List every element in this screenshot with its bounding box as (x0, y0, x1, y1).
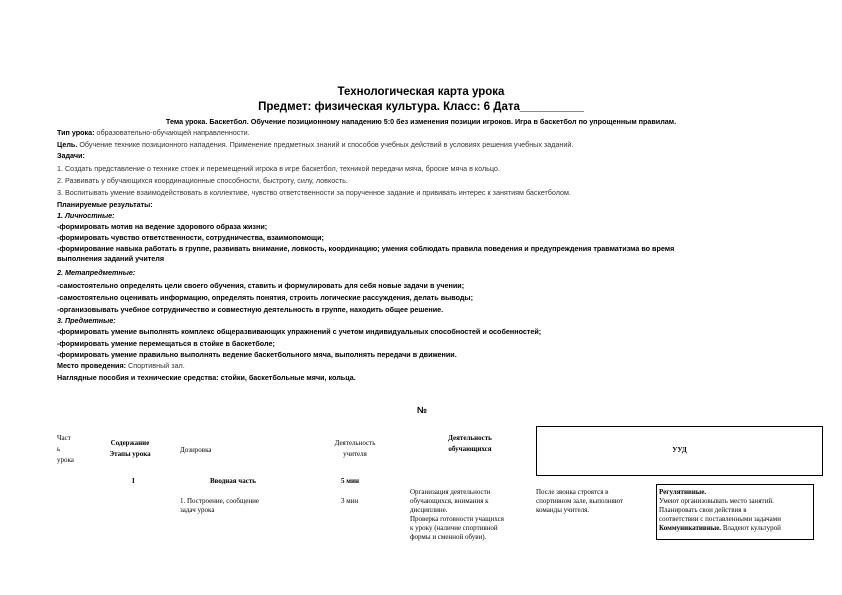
col-stages-line: Содержание (110, 439, 150, 447)
aids-line: Наглядные пособия и технические средства: стойки, баскетбольные мячи, кольца. (57, 373, 356, 382)
row1-students-line: После звонка строятся в (536, 488, 609, 496)
row1-stage-line: 1. Построение, сообщение (180, 497, 260, 505)
row1-students (536, 488, 623, 515)
col-students-line: Деятельность (448, 434, 492, 442)
uud-header-cell (536, 426, 823, 476)
personal-label: 1. Личностные: (57, 211, 115, 220)
section-name: Вводная часть (210, 477, 257, 485)
meta-item: -самостоятельно определять цели своего обучения, ставить и формулировать для себя новые задачи в учении; (57, 281, 465, 290)
task-item: 1. Создать представление о технике стоек и перемещений игрока в игре баскетбол, техникой передачи мяча, броске мяча в кольцо. (57, 164, 500, 173)
col-teacher-header (325, 439, 385, 459)
place-value: Спортивный зал. (126, 361, 185, 370)
subject-item: -формировать умение перемещаться в стойке в баскетболе; (57, 339, 275, 348)
section-time: 5 мин (341, 477, 360, 485)
col-dosage-header: Дозировка (180, 446, 212, 454)
personal-item: -формировать чувство ответственности, сотрудничества, взаимопомощи; (57, 233, 324, 242)
personal-item: выполнения заданий учителя (57, 254, 165, 263)
col-teacher-line: Деятельность (334, 439, 376, 447)
row1-students-line: команды учителя. (536, 506, 590, 514)
place (57, 361, 185, 370)
row1-stage (180, 497, 259, 515)
row1-stage-line: задач урока (180, 506, 215, 514)
subject-line: Предмет: физическая культура. Класс: 6 Дата__________ (258, 101, 584, 113)
task-item: 3. Воспитывать умение взаимодействовать в коллективе, чувство ответственности за порученное задание и прививать интерес к занятиям баскетболом. (57, 188, 571, 197)
doc-title: Технологическая карта урока (337, 86, 505, 98)
personal-item: -формирование навыка работать в группе, развивать внимание, ловкость, координацию; умения соблюдать правила поведения и предупреждения травматизма во время (57, 244, 675, 253)
col-part-line: ь (57, 445, 61, 453)
meta-item: -самостоятельно оценивать информацию, определять понятия, строить логические рассуждения, делать выводы; (57, 293, 473, 302)
subject-item: -формировать умение правильно выполнять ведение баскетбольного мяча, выполнять передачи в движении. (57, 350, 457, 359)
row1-dose: 3 мин (341, 497, 359, 505)
row1-teacher-line: Проверка готовности учащихся (410, 515, 504, 523)
goal (57, 140, 573, 149)
number-sign: № (417, 405, 428, 415)
lesson-type (57, 128, 250, 137)
row1-teacher-line: формы и сменной обуви). (410, 533, 487, 541)
uud-regulative-line: соответствии с поставленными задачами (659, 515, 781, 523)
meta-item: -организовывать учебное сотрудничество и совместную деятельность в группе, находить общее решение. (57, 305, 444, 314)
col-part-line: урока (57, 456, 74, 464)
subject-results-label: 3. Предметные: (57, 316, 116, 325)
row1-teacher-line: обучающихся, внимания к (410, 497, 489, 505)
uud-communicative-label: Коммуникативные. (659, 524, 722, 532)
uud-cell (656, 484, 814, 540)
row1-students-line: спортивном зале, выполняют (536, 497, 624, 505)
uud-regulative-line: Умеют организовывать место занятий. (659, 497, 774, 505)
uud-content (659, 488, 813, 533)
col-stages-line: Этапы урока (109, 450, 151, 458)
row1-teacher (410, 488, 504, 542)
uud-regulative-line: Планировать свои действия в (659, 506, 747, 514)
meta-label: 2. Метапредметные: (57, 268, 136, 277)
lesson-type-label: Тип урока: (57, 128, 95, 137)
uud-regulative-label: Регулятивные. (659, 488, 707, 496)
section-number: I (132, 477, 135, 485)
col-part-header (57, 434, 74, 465)
col-students-line: обучающихся (448, 445, 492, 453)
planned-results-label: Планируемые результаты: (57, 200, 153, 209)
col-teacher-line: учителя (343, 450, 367, 458)
row1-teacher-line: к уроку (наличие спортивной (410, 524, 498, 532)
lesson-type-value: образовательно-обучающей направленности. (94, 128, 250, 137)
subject-item: -формировать умение выполнять комплекс общеразвивающих упражнений с учетом индивидуальных способностей и особенностей; (57, 327, 542, 336)
goal-label: Цель. (57, 140, 78, 149)
col-part-line: Част (57, 434, 71, 442)
topic-line: Тема урока. Баскетбол. Обучение позиционному нападению 5:0 без изменения позиции игроков. Игра в баскетбол по упрощенным правилам. (165, 117, 677, 126)
task-item: 2. Развивать у обучающихся координационные способности, быстроту, силу, ловкость. (57, 176, 348, 185)
tasks-label: Задачи: (57, 151, 85, 160)
goal-value: Обучение технике позиционного нападения. Применение предметных знаний и способов учебных действий в условиях решения учебных заданий. (77, 140, 574, 149)
row1-teacher-line: дисциплине. (410, 506, 448, 514)
col-uud-header: УУД (672, 446, 687, 454)
place-label: Место проведения: (57, 361, 127, 370)
col-students-header (440, 434, 500, 454)
row1-teacher-line: Организация деятельности (410, 488, 491, 496)
uud-communicative-value: Владеют культурой (722, 524, 781, 532)
uud-communicative (659, 524, 813, 533)
col-stages-header (104, 439, 156, 459)
personal-item: -формировать мотив на ведение здорового образа жизни; (57, 222, 268, 231)
